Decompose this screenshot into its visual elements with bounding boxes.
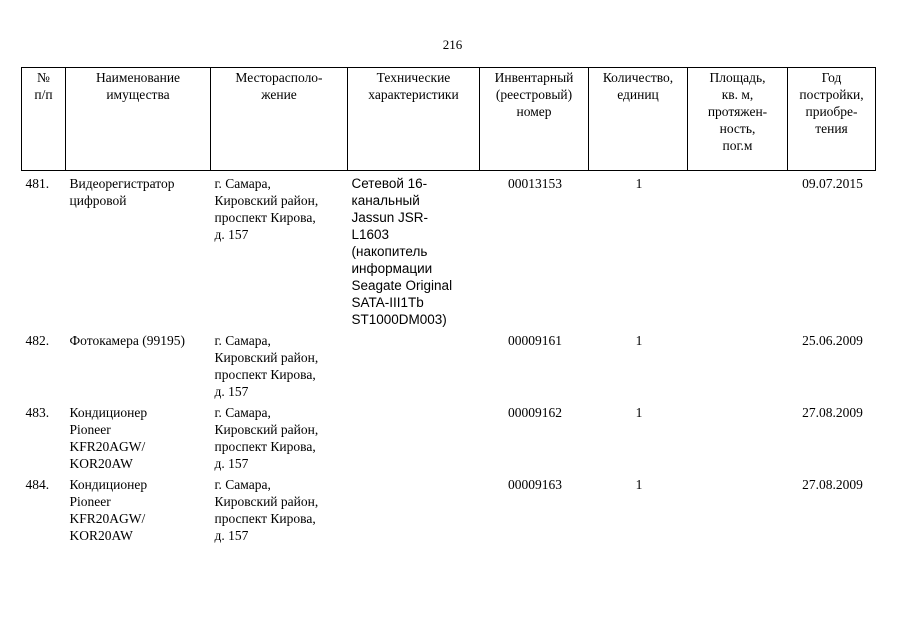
row-name: Кондиционер Pioneer KFR20AGW/ KOR20AW: [69, 477, 148, 543]
row-area: [688, 328, 788, 400]
header-year: Год постройки, приобре- тения: [788, 68, 876, 171]
row-area: [688, 171, 788, 329]
header-inventory: Инвентарный (реестровый) номер: [480, 68, 589, 171]
row-quantity: 1: [635, 477, 643, 492]
row-number: 484.: [25, 477, 50, 492]
row-name: Кондиционер Pioneer KFR20AGW/ KOR20AW: [69, 405, 148, 471]
row-quantity: 1: [635, 333, 643, 348]
header-number: № п/п: [22, 68, 66, 171]
row-quantity: 1: [635, 405, 643, 420]
row-location: г. Самара, Кировский район, проспект Кирова, д. 157: [214, 176, 319, 242]
row-year: 27.08.2009: [802, 477, 863, 492]
header-location: Месторасполо- жение: [211, 68, 348, 171]
row-inventory: 00009163: [508, 477, 562, 492]
row-location: г. Самара, Кировский район, проспект Кирова, д. 157: [214, 405, 319, 471]
row-inventory: 00009161: [508, 333, 562, 348]
table-row: [22, 171, 876, 329]
table-row: [22, 472, 876, 544]
page-number: 216: [442, 37, 463, 52]
row-number: 483.: [25, 405, 50, 420]
row-number: 482.: [25, 333, 50, 348]
table-header-row: [22, 68, 876, 171]
row-year: 25.06.2009: [802, 333, 863, 348]
row-location: г. Самара, Кировский район, проспект Кирова, д. 157: [214, 477, 319, 543]
header-name: Наименование имущества: [66, 68, 211, 171]
row-inventory: 00013153: [508, 176, 562, 191]
row-location: г. Самара, Кировский район, проспект Кирова, д. 157: [214, 333, 319, 399]
header-area: Площадь, кв. м, протяжен- ность, пог.м: [688, 68, 788, 171]
row-area: [688, 472, 788, 544]
row-year: 09.07.2015: [802, 176, 863, 191]
row-inventory: 00009162: [508, 405, 562, 420]
table-row: [22, 328, 876, 400]
row-name: Фотокамера (99195): [69, 333, 185, 348]
row-year: 27.08.2009: [802, 405, 863, 420]
row-specs: [348, 328, 480, 400]
row-specs: Сетевой 16- канальный Jassun JSR- L1603 (накопитель информации Seagate Original SATA-III1Tb ST1000DM003): [351, 176, 453, 327]
row-quantity: 1: [635, 176, 643, 191]
row-area: [688, 400, 788, 472]
header-specs: Технические характеристики: [348, 68, 480, 171]
table-row: [22, 400, 876, 472]
row-name: Видеорегистратор цифровой: [69, 176, 175, 208]
row-number: 481.: [25, 176, 50, 191]
header-quantity: Количество, единиц: [589, 68, 688, 171]
row-specs: [348, 472, 480, 544]
row-specs: [348, 400, 480, 472]
property-registry-table: [21, 67, 876, 544]
